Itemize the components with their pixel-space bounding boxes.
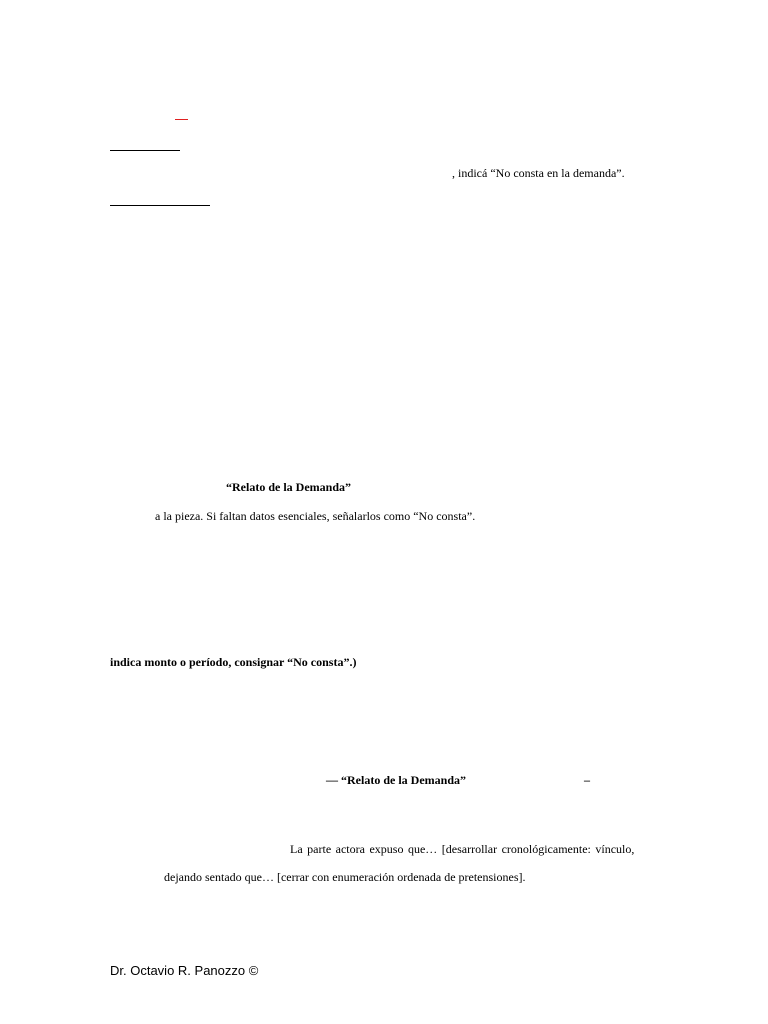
doc-line-dash: – [584,773,590,787]
doc-line-monto-periodo: indica monto o período, consignar “No consta”.) [110,655,357,669]
doc-line-relato-heading: “Relato de la Demanda” [226,480,351,494]
heading-underline-2 [110,205,210,206]
doc-line-no-consta-demanda: , indicá “No consta en la demanda”. [452,166,625,180]
doc-line-relato-title: — “Relato de la Demanda” [326,773,466,787]
red-dash-mark [175,119,188,120]
doc-line-faltan-datos: a la pieza. Si faltan datos esenciales, señalarlos como “No consta”. [155,509,476,523]
heading-underline-1 [110,150,180,151]
doc-line-parte-actora: La parte actora expuso que… [desarrollar cronológicamente: vínculo, [290,842,635,856]
doc-line-dejando-sentado: dejando sentado que… [cerrar con enumeración ordenada de pretensiones]. [164,870,526,884]
footer-author: Dr. Octavio R. Panozzo © [110,963,259,978]
